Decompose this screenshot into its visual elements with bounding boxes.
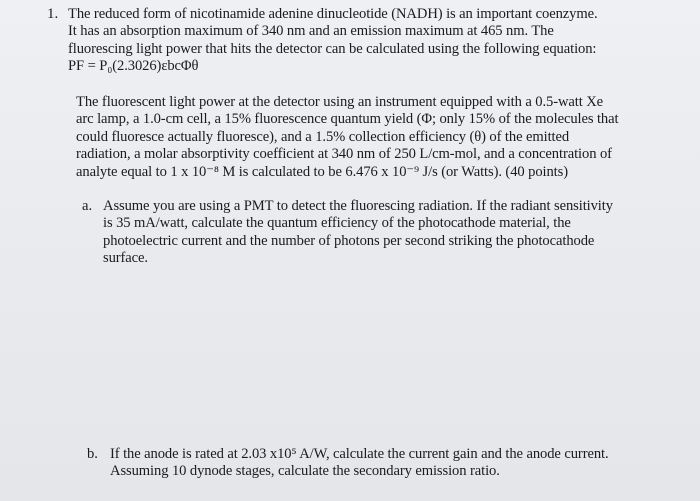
paragraph-line: arc lamp, a 1.0-cm cell, a 15% fluorescence quantum yield (Φ; only 15% of the molecules that	[76, 111, 619, 128]
question-number: 1.	[47, 6, 59, 22]
part-b-label: b.	[87, 446, 98, 462]
paragraph-line: radiation, a molar absorptivity coefficient at 340 nm of 250 L/cm-mol, and a concentration of	[76, 146, 612, 163]
part-a-line: Assume you are using a PMT to detect the fluorescing radiation. If the radiant sensitivity	[103, 198, 613, 214]
part-a-line: surface.	[103, 250, 148, 267]
intro-line: The reduced form of nicotinamide adenine dinucleotide (NADH) is an important coenzyme.	[68, 6, 598, 22]
part-a-line: is 35 mA/watt, calculate the quantum efficiency of the photocathode material, the	[103, 215, 571, 232]
part-a-line: photoelectric current and the number of photons per second striking the photocathode	[103, 232, 595, 249]
question-intro	[68, 6, 668, 76]
question-paragraph	[76, 94, 676, 181]
part-b-line: Assuming 10 dynode stages, calculate the secondary emission ratio.	[110, 463, 500, 480]
part-b-line: If the anode is rated at 2.03 x10⁵ A/W, calculate the current gain and the anode current.	[110, 446, 609, 462]
intro-line: fluorescing light power that hits the detector can be calculated using the following equation:	[68, 40, 597, 57]
paragraph-line: The fluorescent light power at the detector using an instrument equipped with a 0.5-watt Xe	[76, 94, 604, 110]
paragraph-line: analyte equal to 1 x 10⁻⁸ M is calculated to be 6.476 x 10⁻⁹ J/s (or Watts). (40 points)	[76, 163, 568, 180]
part-b-text	[110, 446, 670, 481]
part-a-label: a.	[82, 198, 93, 214]
paragraph-line: could fluoresce actually fluoresce), and a 1.5% collection efficiency (θ) of the emitted	[76, 128, 570, 145]
part-a-text	[103, 198, 663, 268]
equation: PF = P₀(2.3026)εbcΦθ	[68, 58, 199, 75]
intro-line: It has an absorption maximum of 340 nm and an emission maximum at 465 nm. The	[68, 23, 554, 40]
